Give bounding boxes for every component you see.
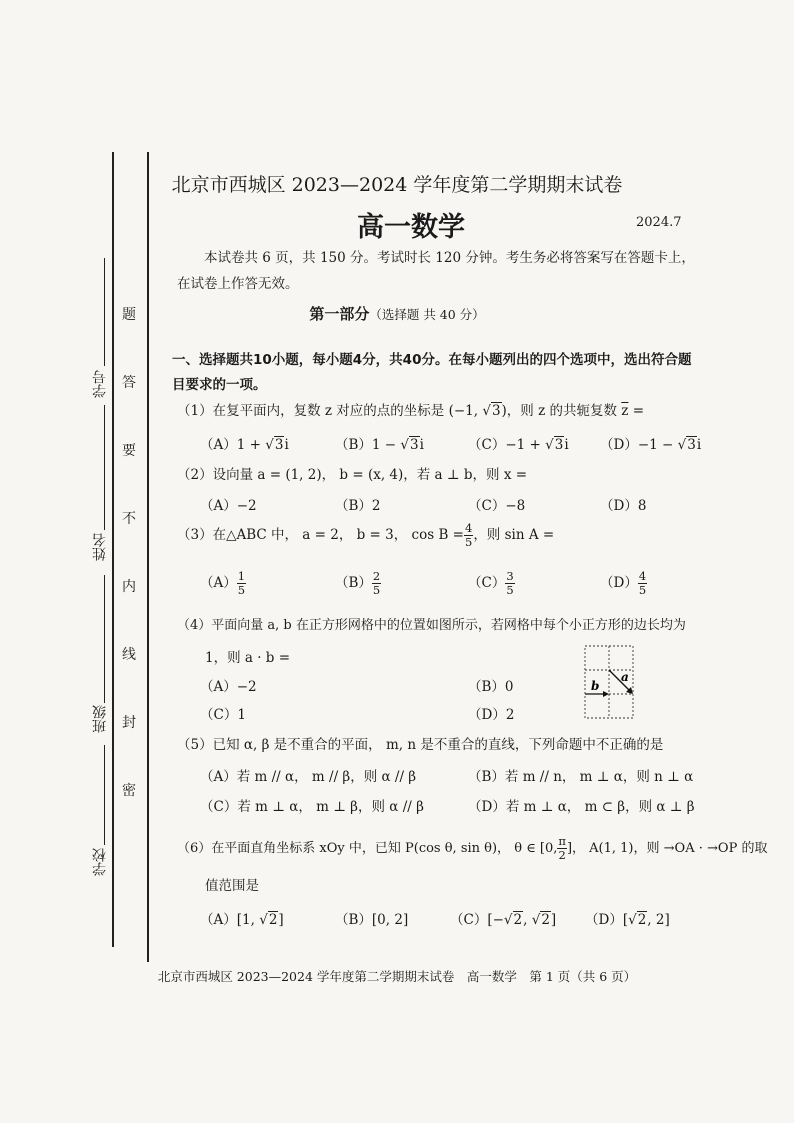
q2-option-d[interactable]: （D）8 bbox=[600, 498, 647, 514]
subject-title: 高一数学 bbox=[357, 212, 465, 243]
question-2-stem: （2）设向量 a = (1, 2)， b = (x, 4)，若 a ⊥ b，则 x = bbox=[177, 467, 528, 483]
exam-title: 北京市西城区 2023—2024 学年度第二学期期末试卷 bbox=[171, 174, 623, 196]
q4-option-a[interactable]: （A）−2 bbox=[200, 679, 257, 695]
vector-oa: → bbox=[663, 841, 675, 856]
seal-char: 答 bbox=[122, 375, 136, 391]
blank-school bbox=[104, 745, 105, 845]
q3-option-a[interactable]: （A） $\frac{1}{5}$ bbox=[200, 569, 246, 597]
part-heading bbox=[0, 303, 794, 324]
q1-option-c[interactable]: （C）−1 + √3i bbox=[468, 437, 569, 453]
q6-option-a[interactable]: （A）[1, √2] bbox=[200, 912, 284, 928]
part-label: 第一部分 bbox=[309, 305, 370, 323]
label-name: 姓名 bbox=[92, 533, 108, 561]
seal-char: 封 bbox=[122, 715, 136, 731]
q2-option-a[interactable]: （A）−2 bbox=[200, 498, 257, 514]
blank-name bbox=[104, 405, 105, 530]
question-6-stem-line1: （6）在平面直角坐标系 xOy 中，已知 P(cos θ, sin θ)， θ ∈ [0, $\frac{\pi}{2}$ ]， A(1, 1)，则 → OA · →OP 的取 bbox=[177, 834, 768, 862]
q6-option-c[interactable]: （C）[−√2, √2] bbox=[450, 912, 557, 928]
label-class: 班级 bbox=[92, 705, 108, 733]
conjugate-z: $\overline{z}$ bbox=[621, 403, 629, 419]
q2-option-b[interactable]: （B）2 bbox=[335, 498, 381, 514]
question-3-stem: （3）在△ABC 中， a = 2， b = 3， cos B = $\frac{4}{5}$ ，则 sin A = bbox=[177, 521, 555, 549]
q3-option-c[interactable]: （C） $\frac{3}{5}$ bbox=[468, 569, 514, 597]
label-school: 学校 bbox=[92, 848, 108, 876]
binding-line-inner bbox=[147, 152, 149, 962]
q4-option-b[interactable]: （B）0 bbox=[468, 679, 514, 695]
fraction: $\frac{4}{5}$ bbox=[464, 521, 473, 549]
q5-option-c[interactable]: （C）若 m ⊥ α， m ⊥ β，则 α // β bbox=[200, 799, 424, 815]
section-instructions: 一、选择题共10小题，每小题4分，共40分。在每小题列出的四个选项中，选出符合题目要求的一项。 bbox=[172, 352, 692, 393]
blank-class bbox=[104, 575, 105, 703]
seal-char: 线 bbox=[122, 647, 136, 663]
seal-char: 不 bbox=[122, 511, 136, 527]
question-4-stem-line2: 1，则 a · b = bbox=[205, 650, 291, 666]
seal-char: 要 bbox=[122, 443, 136, 459]
q5-option-d[interactable]: （D）若 m ⊥ α， m ⊂ β，则 α ⊥ β bbox=[468, 799, 695, 815]
vector-op: OP bbox=[717, 841, 738, 856]
question-1-stem: （1）在复平面内，复数 z 对应的点的坐标是 (−1, √3)，则 z 的共轭复数 $\overline{z}$ = bbox=[177, 403, 645, 419]
binding-line-outer bbox=[112, 152, 114, 947]
q1-option-a[interactable]: （A）1 + √3i bbox=[200, 437, 289, 453]
part-note: （选择题 共 40 分） bbox=[369, 307, 485, 322]
q1-option-b[interactable]: （B）1 − √3i bbox=[335, 437, 424, 453]
q6-option-d[interactable]: （D）[√2, 2] bbox=[585, 912, 670, 928]
sqrt-radicand: 3 bbox=[491, 403, 501, 419]
fraction: $\frac{\pi}{2}$ bbox=[558, 834, 566, 862]
seal-char: 内 bbox=[122, 579, 136, 595]
q6-option-b[interactable]: （B）[0, 2] bbox=[335, 912, 409, 928]
question-4-stem-line1: （4）平面向量 a, b 在正方形网格中的位置如图所示，若网格中每个小正方形的边长均为 bbox=[177, 618, 686, 633]
q5-option-a[interactable]: （A）若 m // α， m // β，则 α // β bbox=[200, 769, 417, 785]
seal-char: 密 bbox=[122, 783, 136, 799]
vector-grid-figure bbox=[584, 645, 634, 719]
vector-a-label: a bbox=[621, 670, 629, 684]
page-footer: 北京市西城区 2023—2024 学年度第二学期期末试卷 高一数学 第 1 页（共 6 页） bbox=[157, 969, 637, 984]
instructions: 本试卷共 6 页，共 150 分。考试时长 120 分钟。考生务必将答案写在答题卡上，在试卷上作答无效。 bbox=[177, 250, 695, 292]
label-student-id: 学号 bbox=[92, 370, 108, 398]
q4-option-c[interactable]: （C）1 bbox=[200, 707, 246, 723]
question-6-stem-line2: 值范围是 bbox=[205, 878, 259, 894]
exam-date: 2024.7 bbox=[636, 215, 682, 230]
q5-option-b[interactable]: （B）若 m // n， m ⊥ α，则 n ⊥ α bbox=[468, 769, 694, 785]
question-5-stem: （5）已知 α, β 是不重合的平面， m, n 是不重合的直线，下列命题中不正确的是 bbox=[177, 737, 664, 753]
q3-option-d[interactable]: （D） $\frac{4}{5}$ bbox=[600, 569, 647, 597]
q2-option-c[interactable]: （C）−8 bbox=[468, 498, 526, 514]
q3-option-b[interactable]: （B） $\frac{2}{5}$ bbox=[335, 569, 381, 597]
seal-char: 题 bbox=[122, 307, 136, 323]
q1-option-d[interactable]: （D）−1 − √3i bbox=[600, 437, 702, 453]
q4-option-d[interactable]: （D）2 bbox=[468, 707, 515, 723]
vector-b-label: b bbox=[591, 679, 600, 693]
